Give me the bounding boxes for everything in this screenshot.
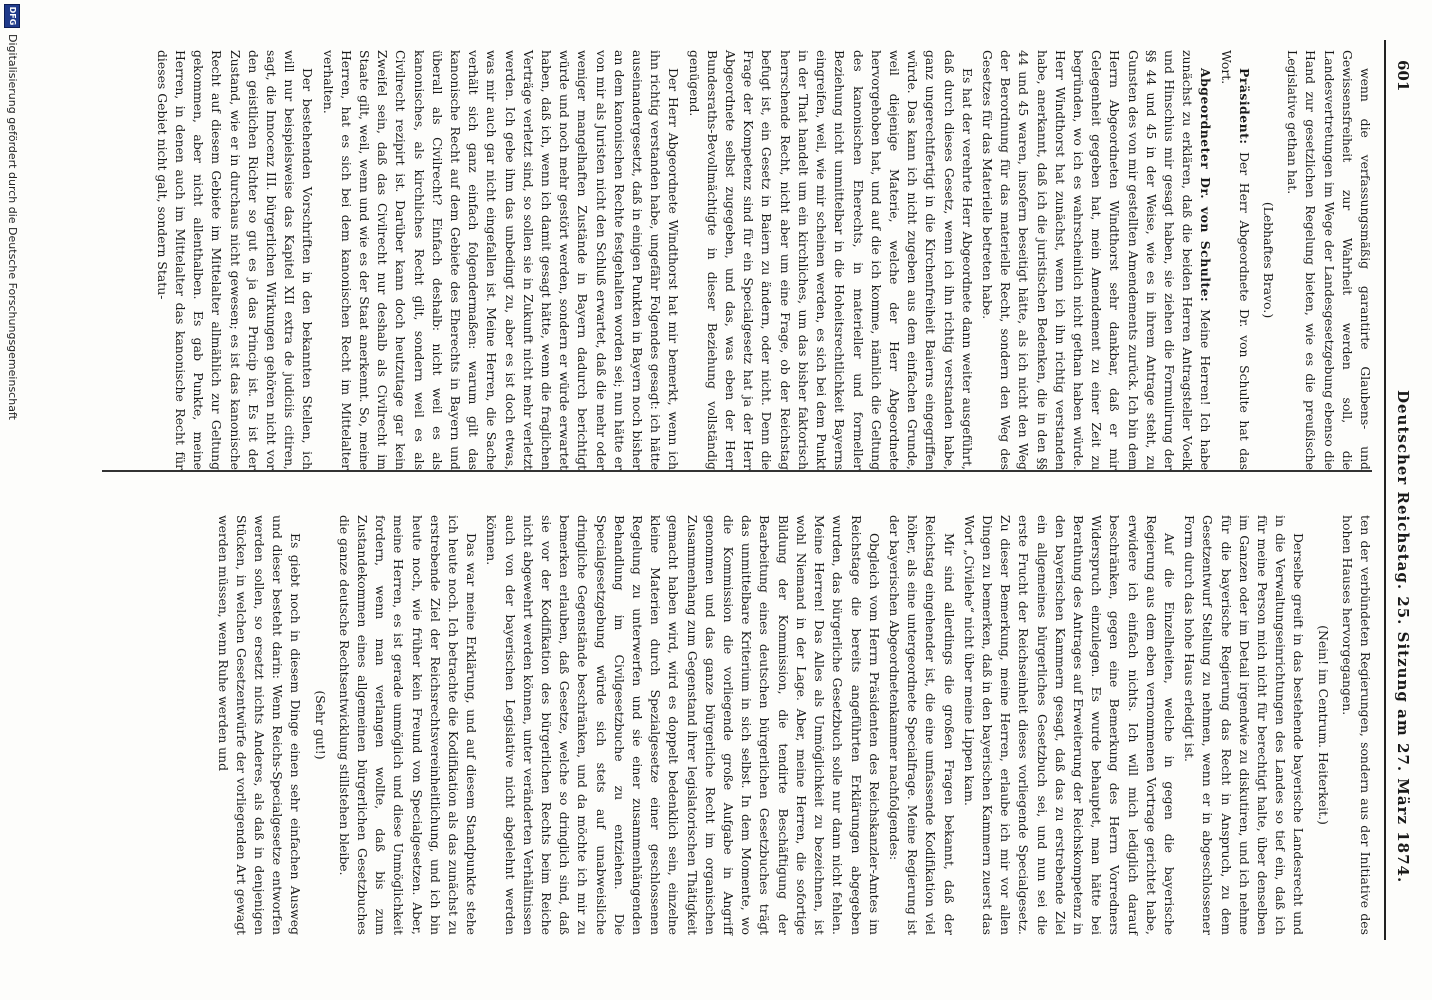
running-head: Deutscher Reichstag. 25. Sitzung am 27. März 1874. — [1394, 390, 1412, 884]
body-paragraph: wenn die verfassungsmäßig garantirte Glaubens- und Gewissensfreiheit zur Wahrheit werden soll, die Landesvertretungen im Wege der Landesgesetzgebung ebenso die Hand zur gesetzlichen Regelung bieten, wie es die preußische Legislative gethan hat. — [1285, 50, 1373, 470]
body-paragraph: Mir sind allerdings die großen Fragen bekannt, daß der Reichstag eingehender ist, die eine umfassende Kodifikation viel höher, als eine untergeordnete Specialfrage. Meine Regierung ist der bayerischen Abgeordnetenkammer nachfolgendes: — [886, 515, 957, 935]
column-divider — [102, 470, 1372, 472]
body-paragraph: Es giebt noch in diesem Dinge einen sehr einfachen Ausweg und dieser besteht darin: Wenn Reichs-Specialgesetze entworfen werden sollen, so ersetzt nichts Anderes, als daß in denjenigen Stücken, in welchen Gesetzentwürfe der vorliegenden Art gewagt werden müssen, wenn Ruhe werden und — [215, 515, 304, 935]
speech-paragraph — [1216, 50, 1252, 470]
body-paragraph: Das war meine Erklärung, und auf diesem Standpunkte stehe ich heute noch. Ich betrachte die Kodifikation als das zunächst zu erstrebende Ziel der Reichsrechtsvereinheitlichung, und ich bin heute noch, wie früher kein Freund von Specialgesetzen. Aber, meine Herren, es ist gerade unmöglich und diese Unmöglichkeit fordern, wenn man verlangen wollte, daß bis zum Zustandekommen eines allgemeinen bürgerlichen Gesetzbuches die ganze deutsche Rechtsentwicklung stillstehen bleibe. — [336, 515, 480, 935]
interjection: (Lebhaftes Bravo.) — [1260, 201, 1276, 319]
digitization-credit: Digitalisierung gefördert durch die Deutsche Forschungsgemeinschaft — [6, 34, 19, 420]
page-header — [1384, 60, 1424, 940]
interjection: (Sehr gut!) — [312, 690, 328, 760]
right-column — [211, 515, 1374, 935]
body-paragraph: Auf die Einzelheiten, welche in gegen die bayerische Regierung aus dem eben vernommenen Vortrage gerichtet habe, erwidere ich einfach nichts. Ich will mich lediglich darauf beschränken, gegen eine Bemerkung des Herrn Vorredners Widerspruch einzulegen. Es wurde behauptet, man hätte bei Berathung des Antrages auf Erweiterung der Reichskompetenz in den bayerischen Kammern gesagt, daß das zu erstrebende Ziel ein allgemeines bürgerliches Gesetzbuch sei, und nun sei die erste Frucht der Reichseinheit dieses vorliegende Specialgesetz. Zu dieser Bemerkung, meine Herren, erlaube ich mir vor allen Dingen zu bemerken, daß in den bayerischen Kammern zuerst das Wort „Civilehe“ nicht über meine Lippen kam. — [961, 515, 1177, 935]
body-paragraph: Obgleich vom Herrn Präsidenten des Reichskanzler-Amtes im Reichstage die bereits angeführten Erklärungen abgegeben wurden, das bürgerliche Gesetzbuch solle nur dann nicht fehlen. Meine Herren! Das Alles als Unmöglichkeit zu bezeichnen, ist wohl Niemand in der Lage. Aber, meine Herren, die sofortige Bildung der Kommission, die tendirte Beschäftigung der Bearbeitung eines deutschen bürgerlichen Gesetzbuches trägt das unmittelbare Kriterium in sich selbst. In dem Momente, wo die Kommission die vorliegende große Aufgabe in Angriff genommen und das ganze bürgerliche Recht im organischen Zusammenhang zum Gegenstand ihrer legislatorischen Thätigkeit gemacht haben wird, wird es doppelt bedenklich sein, einzelne kleine Materien durch Spezialgesetze einer geschlossenen Regelung zu unterwerfen und sie einer zusammenhängenden Behandlung im Civilgesetzbuche zu entziehen. Die Specialgesetzgebung würde sich stets auf unabweisliche dringliche Gegenstände beschränken, und da möchte ich mir zu bemerken erlauben, daß Gesetze, welche so dringlich sind, daß sie vor der Kodifikation des bürgerlichen Rechts beim Reiche nicht abgewehrt werden können, unter veränderten Verhältnissen auch von der bayerischen Legislative nicht abgelehnt werden können. — [484, 515, 882, 935]
speaker-name: Präsident: — [1236, 68, 1252, 145]
speech-text: Meine Herren! Ich habe zunächst zu erklären, daß die beiden Herren Antragsteller Voelk und Hinschius mir gesagt haben, sie ziehen die Formulirung der §§ 44 und 45 in der Weise, wie es in ihrem Antrage steht, zu Gunsten des von mir gestellten Amendements zurück. Ich bin dem Herrn Abgeordneten Windthorst sehr dankbar, daß er mir Gelegenheit gegeben hat, mein Amendement zu einer Zeit zu begründen, wo ich es wahrscheinlich nicht gethan haben würde. Herr Windthorst hat zunächst, wenn ich ihn richtig verstanden habe, anerkannt, daß ich die juristischen Bedenken, die in den §§ 44 und 45 waren, insofern beseitigt hätte, als ich nicht den Weg der Berordnung für das materielle Recht, sondern den Weg des Gesetzes für das Materielle betreten habe. — [979, 50, 1214, 470]
speech-paragraph — [978, 50, 1215, 470]
speech-text: Der Herr Abgeordnete Dr. von Schulte hat das Wort. — [1218, 50, 1252, 470]
left-column — [151, 50, 1374, 470]
speaker-name: Abgeordneter Dr. von Schulte: — [1198, 68, 1214, 303]
body-paragraph: Der bestehenden Vorschriften in den bekannten Stellen, ich will nur beispielsweise das Kapitel XII extra de judiciis citiren, sagt, die Innocenz III. bürgerlichen Wirkungen gehören nicht vor den geistlichen Richter so gut es ja das Princip ist. Es ist der Zustand, wie er in durchaus nicht gewesen; es ist das kanonische Recht auf diesem Gebiete im Mittelalter allmählich zur Geltung gekommen, aber nicht allenthalben. Es gab Punkte, meine Herren, in denen auch im Mittelalter das kanonische Recht für dieses Gebiet nicht galt, sondern Statu- — [154, 50, 316, 470]
body-paragraph: Der Herr Abgeordnete Windthorst hat mir bemerkt, wenn ich ihn richtig verstanden habe, ungefähr Folgendes gesagt: ich hätte auseinandergesetzt, daß in einigen Punkten in Bayern noch bisher an dem kanonischen Rechte festgehalten worden sei; nun hätte er von mir als Juristen nicht den Schluß erwartet, daß die mehr oder weniger mangelhaften Zustände in Bayern dadurch berichtigt würde und noch mehr gestört werden, sondern er würde erwartet haben, daß ich, wenn ich damit gesagt hätte, wenn die fraglichen Verträge verletzt sind, so sollen sie in Zukunft nicht mehr verletzt werden. Ich gebe ihm das unbedingt zu, aber es ist doch etwas, was mir auch gar nicht eingefallen ist. Meine Herren, die Sache verhält sich ganz einfach folgendermaßen: warum gilt das kanonische Recht auf dem Gebiete des Eherechts in Bayern und überall als Civilrecht? Einfach deshalb: nicht weil es als kanonisches, als kirchliches Recht gilt, sondern weil es als Civilrecht rezipirt ist. Darüber kann doch heutzutage gar kein Zweifel sein, daß das Civilrecht nur deshalb als Civilrecht im Staate gilt, weil, wenn und wie es der Staat anerkennt. So, meine Herren, hat es sich bei dem kanonischen Recht im Mittelalter verhalten. — [320, 50, 682, 470]
digitization-footer — [0, 0, 24, 1000]
interjection: (Nein! im Centrum. Heiterkeit.) — [1315, 625, 1331, 825]
header-rule — [1384, 40, 1386, 940]
body-paragraph: Derselbe greift in das bestehende bayerische Landesrecht und in die Verwaltungseinrichtungen des Landes so tief ein, daß ich für meine Person mich nicht für berechtigt halte, über denselben im Ganzen oder im Detail irgendwie zu diskutiren, und ich nehme für die bayerische Regierung das Recht in Anspruch, zu dem Gesetzentwurf Stellung zu nehmen, wenn er in abgeschlossener Form durch das hohe Haus erledigt ist. — [1182, 515, 1307, 935]
body-paragraph: ten der verbündeten Regierungen, sondern aus der Initiative des hohen Hauses hervorgegangen. — [1339, 515, 1373, 935]
body-paragraph: Es hat der verehrte Herr Abgeordnete dann weiter ausgeführt, daß durch dieses Gesetz, wenn ich ihn richtig verstanden habe, ganz ungerechtfertigt in die Kirchenfreiheit Baierns eingegriffen würde. Das kann ich nicht zugeben aus dem einfachen Grunde, weil diejenige Materie, welche der Herr Abgeordnete hervorgehoben hat, und auf die ich komme, nämlich die Geltung des kanonischen Eherechts, in materieller und formeller Beziehung nicht unmittelbar in die Hoheitsrechtlichkeit Bayerns eingreifen, weil, wie mir scheinen werden, es sich bei dem Punkt in der That handelt um ein kirchliches, um das bisher faktorisch herrschende Recht, nicht aber um eine Frage, ob der Reichstag befugt ist, ein Gesetz in Baiern zu ändern, oder nicht. Denn die Frage der Kompetenz sind für ein Specialgesetz hat ja der Herr Abgeordnete selbst zugegeben, und das, was eben der Herr Bundesraths-Bevollmächtigte in dieser Beziehung vollständig genügend. — [686, 50, 975, 470]
page-number: 601 — [1394, 60, 1412, 92]
dfg-logo: DFG — [4, 4, 20, 28]
